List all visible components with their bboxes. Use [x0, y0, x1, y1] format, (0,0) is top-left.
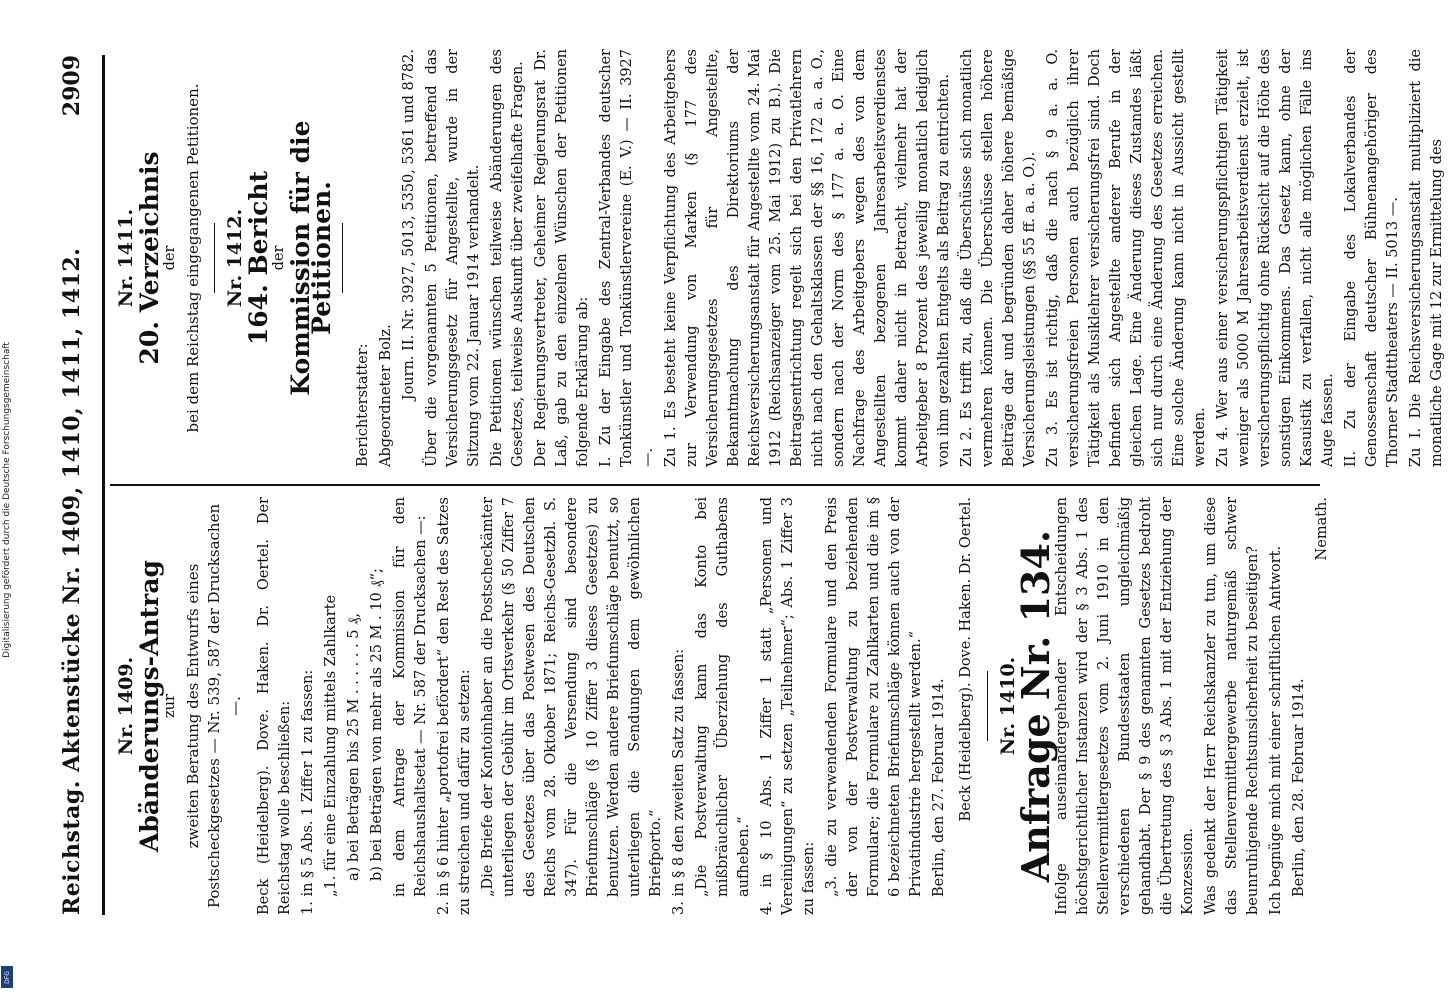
- item-4: 4. in § 10 Abs. 1 Ziffer 1 statt „Personen und Vereinigungen“ zu setzen „Teilnehmer“; Abs. 1 Ziffer 3 zu fassen:: [759, 497, 817, 915]
- item-1: 1. in § 5 Abs. 1 Ziffer 1 zu fassen:: [300, 669, 316, 915]
- left-column: [110, 497, 1335, 915]
- quote-1: „1. für eine Einzahlung mittels Zahlkarte: [323, 594, 339, 897]
- doc-number-1411: Nr. 1411.: [115, 208, 137, 308]
- zu-i: Zu I. Die Reichsversicherungsanstalt multipliziert die monatliche Gage mit 12 zur Ermittelung des: [1408, 49, 1445, 467]
- journal-numbers: Journ. II. Nr. 3927, 5013, 5350, 5361 und 8782.: [401, 49, 417, 401]
- separator-rule: [987, 671, 988, 741]
- rotated-document-page: [50, 35, 1445, 935]
- anfrage-answer-note: Ich begnüge mich mit einer schriftlichen Antwort.: [1268, 545, 1284, 915]
- page-header: [55, 55, 95, 915]
- column-divider: [110, 484, 1320, 486]
- separator-rule-2: [214, 223, 215, 293]
- dfg-logo: [1, 966, 13, 988]
- header-rule: [102, 55, 105, 915]
- signatures-1: Beck (Heidelberg). Dove. Haken. Dr. Oertel.: [958, 497, 974, 822]
- title-verzeichnis: 20. Verzeichnis: [135, 151, 164, 365]
- doc-number-1410: Nr. 1410.: [997, 656, 1019, 756]
- title-abaenderungs-antrag: Abänderungs-Antrag: [135, 559, 164, 853]
- connector-der-2: der: [271, 245, 287, 271]
- title-bericht: 164. Bericht: [244, 170, 273, 346]
- doc-number-1409: Nr. 1409.: [115, 656, 137, 756]
- digitization-note-text: Digitalisierung gefördert durch die Deutsche Forschungsgemeinschaft: [2, 342, 13, 658]
- connector-zur: zur: [162, 694, 178, 718]
- page-number: 2909: [59, 55, 85, 117]
- right-column: [110, 49, 1450, 467]
- quote-1b: b) bei Beträgen von mehr als 25 M . 10 ₰“;: [369, 568, 385, 881]
- quote-1a: a) bei Beträgen bis 25 M . . . . . . 5 ₰,: [346, 613, 362, 881]
- paragraph-2: Die Petitionen wünschen teilweise Abänderungen des Gesetzes, teilweise Auskunft über zweifelhafte Fragen.: [489, 49, 526, 467]
- section-2-heading: II. Zu der Eingabe des Lokalverbandes der Genossenschaft deutscher Bühnenangehöriger des Thorner Stadttheaters — II. 5013 —.: [1343, 49, 1401, 467]
- paragraph-3: Der Regierungsvertreter, Geheimer Regierungsrat Dr. Laß, gab zu den einzelnen Wünschen der Petitionen folgende Erklärung ab:: [533, 49, 591, 467]
- quote-2: „Die Briefe der Kontoinhaber an die Postscheckämter unterliegen der Gebühr im Ortsverkehr (§ 50 Ziffer 7 des Gesetzes über das Postwesen des Deutschen Reichs vom 28. Oktober 1871; Reichs-Gesetzbl. S. 347). Für die Versendung sind besondere Briefumschläge (§ 10 Ziffer 3 dieses Gesetzes) zu benutzen. Werden andere Briefumschläge benutzt, so unterliegen die Sendungen dem gewöhnlichen Briefporto.“: [480, 497, 664, 897]
- title-anfrage: Anfrage Nr. 134.: [1013, 529, 1058, 883]
- subtitle-petitionen: bei dem Reichstag eingegangenen Petitionen.: [184, 83, 202, 433]
- item-2: 2. in § 6 hinter „portofrei befördert“ den Rest des Satzes zu streichen und dafür zu setzen:: [436, 497, 473, 915]
- subtitle-postscheckgesetz: zweiten Beratung des Entwurfs eines Postscheckgesetzes — Nr. 539, 587 der Drucksachen —.: [184, 503, 244, 909]
- anfrage-question: Was gedenkt der Herr Reichskanzler zu tun, um diese das Stellenvermittlergewerbe naturgemäß schwer beunruhigende Rechtsunsicherheit zu beseitigen?: [1203, 497, 1261, 915]
- digitization-note: [0, 0, 14, 1000]
- connector-der: der: [162, 245, 178, 271]
- signature-2: Nemath.: [1314, 497, 1330, 561]
- zu-1: Zu 1. Es besteht keine Verpflichtung des Arbeitgebers zur Verwendung von Marken (§ 177 des Versicherungsgesetzes für Angestellte, Bekanntmachung des Direktoriums der Reichsversicherungsanstalt für Angestellte vom 24. Mai 1912 (Reichsanzeiger vom 25. Mai 1912) zu B.). Die Beitragsentrichtung regelt sich bei den Privatlehrern nicht nach den Gehaltsklassen der §§ 16, 172 a. a. O., sondern nach der Norm des § 177 a. a. O. Eine Nachfrage des Arbeitgebers wegen des von dem Angestellten bezogenen Jahresarbeitsverdienstes kommt daher nicht in Betracht, vielmehr hat der Arbeitgeber 8 Prozent des jeweilig monatlich lediglich von ihm gezahlten Entgelts als Beitrag zu entrichten.: [663, 49, 952, 467]
- item-3: 3. in § 8 den zweiten Satz zu fassen:: [671, 648, 687, 915]
- header-title: Reichstag. Aktenstücke Nr. 1409, 1410, 1411, 1412.: [59, 247, 85, 915]
- reporter-name: Abgeordneter Bolz.: [378, 324, 394, 467]
- date-2: Berlin, den 28. Februar 1914.: [1291, 678, 1307, 897]
- reporter-label: Berichterstatter:: [355, 343, 371, 467]
- doc-number-1412: Nr. 1412.: [224, 208, 246, 308]
- zu-3: Zu 3. Es ist richtig, daß die nach § 9 a. a. O. versicherungsfreien Personen auch bezüglich ihrer Tätigkeit als Musiklehrer versicherungsfrei sind. Doch befinden sich Angestellte anderer Berufe in der gleichen Lage. Eine Änderung dieses Zustandes läßt sich nur durch eine Änderung des Gesetzes erreichen. Eine solche Änderung kann nicht in Aussicht gestellt werden.: [1045, 49, 1208, 467]
- motion-intro: Beck (Heidelberg). Dove. Haken. Dr. Oertel. Der Reichstag wolle beschließen:: [256, 497, 293, 915]
- zu-2: Zu 2. Es trifft zu, daß die Überschüsse sich monatlich vermehren können. Die Überschüsse stellen höhere Beiträge dar und begründen daher höhere bemäßige Versicherungsleistungen (§§ 55 ff. a. a. O.).: [959, 49, 1038, 467]
- zu-4: Zu 4. Wer aus einer versicherungspflichtigen Tätigkeit weniger als 5000 M Jahresarbeitsverdienst erzielt, ist versicherungspflichtig ohne Rücksicht auf die Höhe des sonstigen Einkommens. Das Gesetz kann, ohne der Kasuistik zu verfallen, nicht alle möglichen Fälle ins Auge fassen.: [1215, 49, 1336, 467]
- date-1: Berlin, den 27. Februar 1914.: [931, 678, 947, 897]
- title-kommission: Kommission für die Petitionen.: [286, 120, 336, 396]
- anfrage-body: Infolge auseinandergehender Entscheidungen höchstgerichtlicher Instanzen wird der § 3 Abs. 1 des Stellenvermittlergesetzes vom 2. Juni 1910 in den verschiedenen Bundesstaaten ungleichmäßig gehandhabt. Der § 9 des genannten Gesetzes bedroht die Übertretung des § 3 Abs. 1 mit der Entziehung der Konzession.: [1054, 497, 1196, 915]
- quote-4: „3. die zu verwendenden Formulare und den Preis der von der Postverwaltung zu beziehenden Formulare; die Formulare zu Zahlkarten und die im § 6 bezeichneten Briefumschläge können auch von der Privatindustrie hergestellt werden.“: [824, 497, 924, 897]
- quote-3: „Die Postverwaltung kann das Konto bei mißbräuchlicher Überziehung des Guthabens aufheben.“: [694, 497, 752, 897]
- separator-rule-3: [342, 223, 343, 293]
- section-1-heading: I. Zu der Eingabe des Zentral-Verbandes deutscher Tonkünstler und Tonkünstlervereine (E. V.) — II. 3927 —.: [598, 49, 656, 467]
- dfg-logo-text: DFG: [3, 970, 11, 984]
- item-1-context: in dem Antrage der Kommission für den Reichshaushaltsetat — Nr. 587 der Drucksachen —:: [392, 497, 429, 897]
- paragraph-1: Über die vorgenannten 5 Petitionen, betreffend das Versicherungsgesetz für Angestellte, wurde in der Sitzung vom 22. Januar 1914 verhandelt.: [424, 49, 482, 467]
